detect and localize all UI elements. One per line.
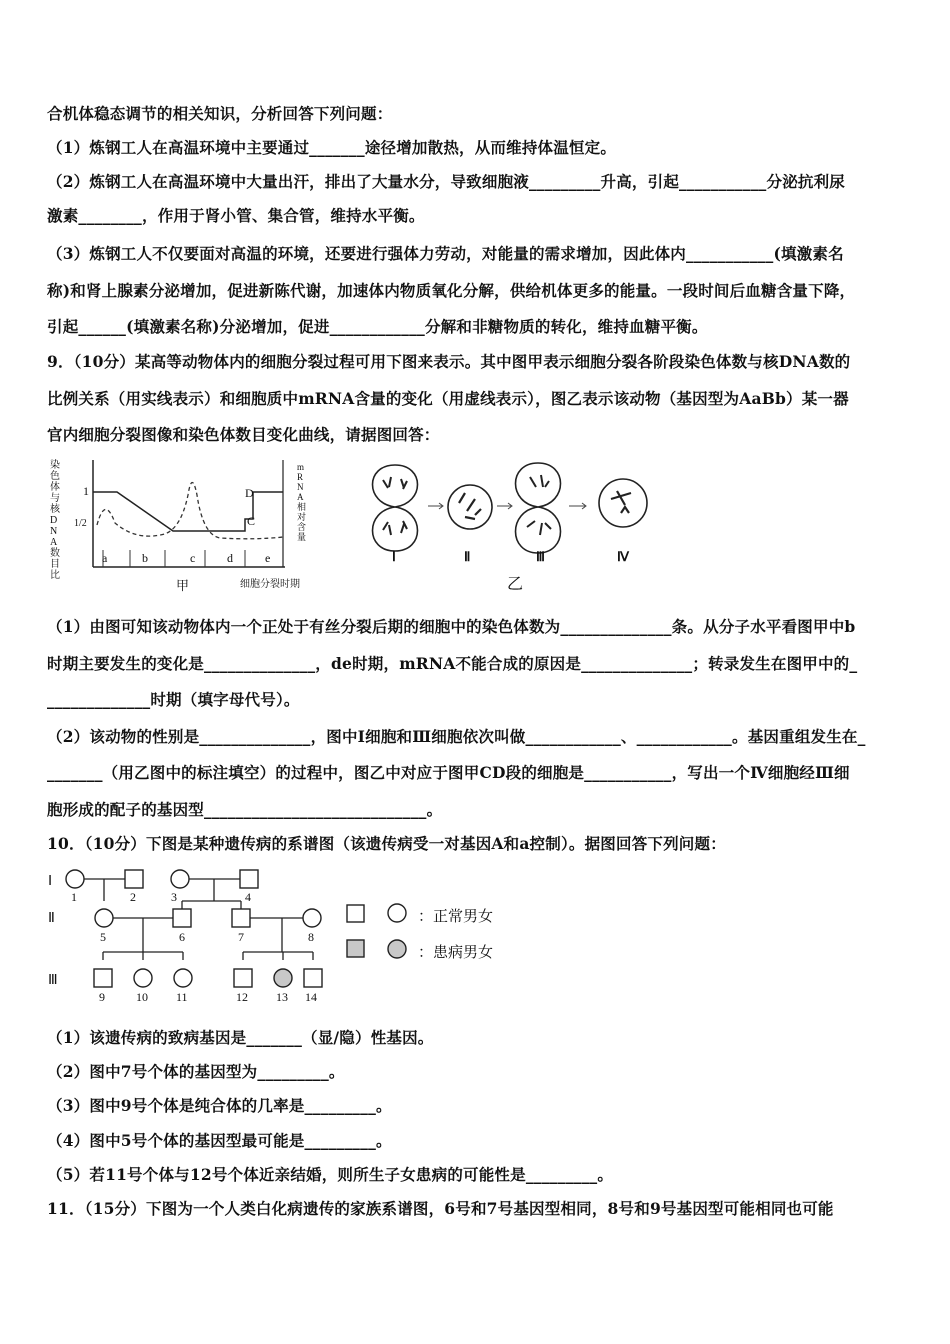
pedigree-legend-symbols bbox=[340, 900, 420, 970]
text-line: 合机体稳态调节的相关知识，分析回答下列问题： bbox=[47, 104, 393, 123]
tick-label-half: 1/2 bbox=[74, 518, 87, 529]
question-9-header: 9．（10分）某高等动物体内的细胞分裂过程可用下图来表示。其中图甲表示细胞分裂各阶段染色体数与核DNA数的 bbox=[47, 352, 851, 371]
question-11-header: 11．（15分）下图为一个人类白化病遗传的家族系谱图，6号和7号基因型相同，8号和9号基因型可能相同也可能 bbox=[47, 1199, 834, 1218]
y-axis-label: 染色体与核DNA数目比 bbox=[50, 460, 60, 581]
text-line: （1）该遗传病的致病基因是_______（显/隐）性基因。 bbox=[47, 1028, 434, 1047]
tick-label-1: 1 bbox=[83, 484, 89, 498]
cell-label: Ⅱ bbox=[464, 549, 471, 564]
text-line: （3）炼钢工人不仅要面对高温的环境，还要进行强体力劳动，对能量的需求增加，因此体内___________(填激素名 bbox=[47, 244, 844, 263]
individual-number: 8 bbox=[308, 930, 314, 944]
cell-label: Ⅰ bbox=[392, 549, 396, 564]
figure-yi-name: 乙 bbox=[507, 576, 524, 593]
x-axis-caption: 细胞分裂时期 bbox=[240, 579, 300, 590]
individual-number: 13 bbox=[276, 990, 288, 1004]
phase-label: c bbox=[190, 551, 196, 565]
text-line: _______（用乙图中的标注填空）的过程中，图乙中对应于图甲CD段的细胞是___________，写出一个Ⅳ细胞经Ⅲ细 bbox=[47, 763, 850, 782]
text-line: 激素________，作用于肾小管、集合管，维持水平衡。 bbox=[47, 206, 425, 225]
text-line: （2）图中7号个体的基因型为_________。 bbox=[47, 1062, 345, 1081]
individual-number: 5 bbox=[100, 930, 106, 944]
pedigree-chart bbox=[45, 863, 335, 1013]
text-line: 称)和肾上腺素分泌增加，促进新陈代谢，加速体内物质氧化分解，供给机体更多的能量。一段时间后血糖含量下降， bbox=[47, 281, 856, 300]
cell-label: Ⅳ bbox=[617, 549, 629, 564]
figure-yi-cells bbox=[355, 455, 665, 560]
text-line: （4）图中5号个体的基因型最可能是_________。 bbox=[47, 1131, 392, 1150]
point-c-label: C bbox=[247, 514, 256, 528]
individual-number: 9 bbox=[99, 990, 105, 1004]
text-line: （1）炼钢工人在高温环境中主要通过_______途径增加散热，从而维持体温恒定。 bbox=[47, 138, 617, 157]
individual-number: 2 bbox=[130, 890, 136, 904]
figure-jia-name: 甲 bbox=[176, 578, 190, 593]
individual-number: 1 bbox=[71, 890, 77, 904]
text-line: （3）图中9号个体是纯合体的几率是_________。 bbox=[47, 1096, 392, 1115]
legend-affected-label: ：患病男女 bbox=[418, 943, 494, 961]
individual-number: 11 bbox=[176, 990, 188, 1004]
phase-label: e bbox=[265, 551, 271, 565]
text-line: 时期主要发生的变化是______________，de时期，mRNA不能合成的原因是______________；转录发生在图甲中的_ bbox=[47, 654, 858, 673]
generation-label: Ⅱ bbox=[48, 911, 55, 926]
point-d-label: D bbox=[245, 486, 254, 500]
text-line: 胞形成的配子的基因型____________________________。 bbox=[47, 800, 443, 819]
individual-number: 14 bbox=[305, 990, 317, 1004]
text-line: _____________时期（填字母代号）。 bbox=[47, 690, 300, 709]
right-axis-label: mRNA相对含量 bbox=[297, 462, 307, 542]
text-line: （2）炼钢工人在高温环境中大量出汗，排出了大量水分，导致细胞液_________升高，引起___________分泌抗利尿 bbox=[47, 172, 845, 191]
individual-number: 12 bbox=[236, 990, 248, 1004]
generation-label: Ⅰ bbox=[48, 874, 53, 889]
phase-label: a bbox=[102, 551, 108, 565]
generation-label: Ⅲ bbox=[48, 973, 58, 988]
text-line: 引起______(填激素名称)分泌增加，促进____________分解和非糖物质的转化，维持血糖平衡。 bbox=[47, 317, 708, 336]
individual-number: 10 bbox=[136, 990, 148, 1004]
text-line: （1）由图可知该动物体内一个正处于有丝分裂后期的细胞中的染色体数为______________条。从分子水平看图甲中b bbox=[47, 617, 856, 636]
individual-number: 7 bbox=[238, 930, 244, 944]
legend-normal-label: ：正常男女 bbox=[418, 907, 494, 925]
text-line: 比例关系（用实线表示）和细胞质中mRNA含量的变化（用虚线表示），图乙表示该动物（基因型为AaBb）某一器 bbox=[47, 389, 849, 408]
text-line: （2）该动物的性别是______________，图中Ⅰ细胞和Ⅲ细胞依次叫做____________、____________。基因重组发生在_ bbox=[47, 727, 866, 746]
cell-label: Ⅲ bbox=[536, 549, 545, 564]
phase-label: b bbox=[142, 551, 148, 565]
text-line: （5）若11号个体与12号个体近亲结婚，则所生子女患病的可能性是_________。 bbox=[47, 1165, 614, 1184]
phase-label: d bbox=[227, 551, 233, 565]
question-10-header: 10．（10分）下图是某种遗传病的系谱图（该遗传病受一对基因A和a控制）。据图回答下列问题： bbox=[47, 834, 726, 853]
individual-number: 4 bbox=[245, 890, 251, 904]
individual-number: 6 bbox=[179, 930, 185, 944]
individual-number: 3 bbox=[171, 890, 177, 904]
text-line: 官内细胞分裂图像和染色体数目变化曲线，请据图回答： bbox=[47, 425, 440, 444]
